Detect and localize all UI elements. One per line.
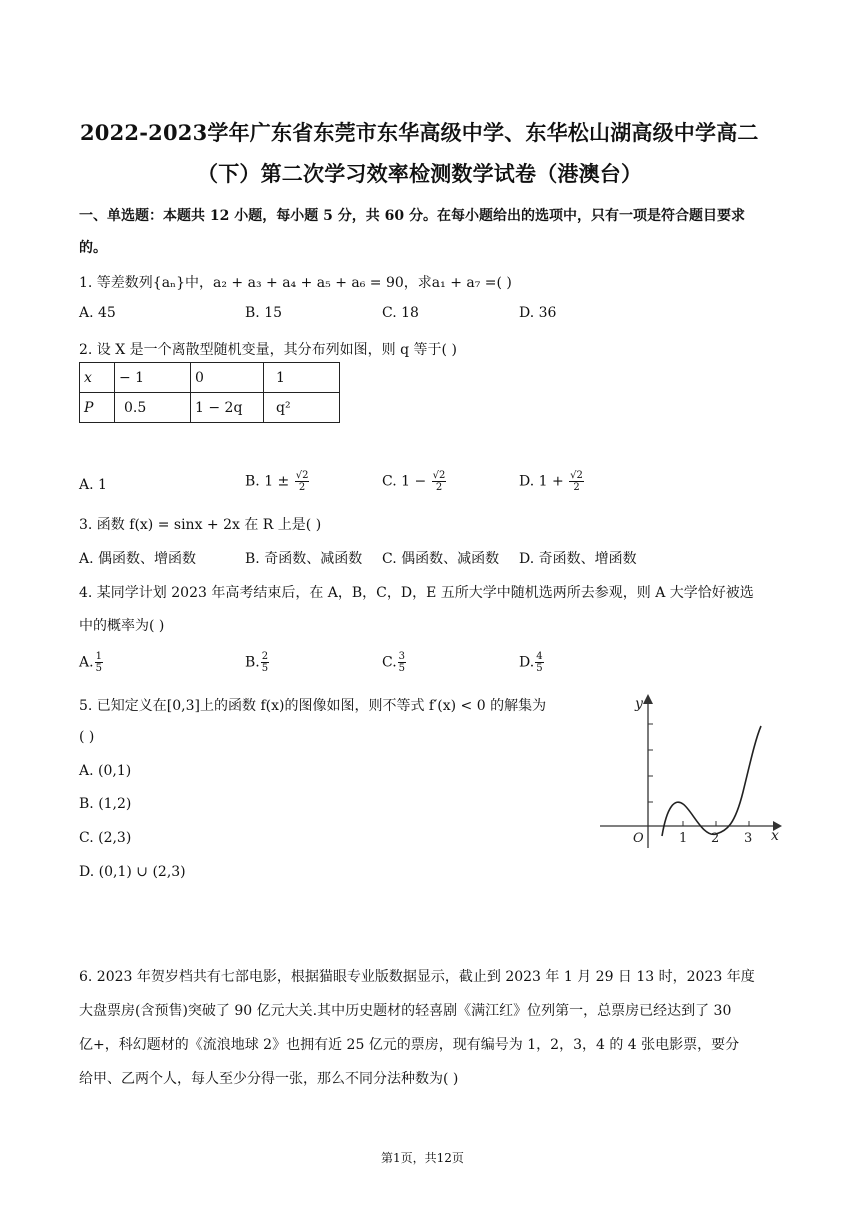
x-tick-label: 3 bbox=[744, 831, 753, 846]
q6-stem-line3: 亿+，科幻题材的《流浪地球 2》也拥有近 25 亿元的票房，现有编号为 1，2，3，4 的 4 张电影票，要分 bbox=[79, 1037, 740, 1053]
function-curve bbox=[662, 726, 761, 836]
fraction bbox=[95, 651, 103, 674]
fraction bbox=[432, 470, 447, 493]
option-prefix: A. bbox=[79, 654, 94, 671]
q4-stem-line1: 4. 某同学计划 2023 年高考结束后，在 A，B，C，D，E 五所大学中随机选两所去参观，则 A 大学恰好被选 bbox=[79, 585, 754, 601]
fraction-denominator: 5 bbox=[398, 663, 406, 674]
x-axis-label: x bbox=[771, 828, 779, 844]
table-cell: − 1 bbox=[115, 363, 191, 393]
q2-option-c bbox=[382, 470, 447, 493]
table-cell: 0.5 bbox=[115, 393, 191, 423]
q2-stem: 2. 设 X 是一个离散型随机变量，其分布列如图，则 q 等于( ) bbox=[79, 342, 457, 358]
fraction-numerator: 3 bbox=[398, 651, 406, 662]
q6-stem-line1: 6. 2023 年贺岁档共有七部电影，根据猫眼专业版数据显示，截止到 2023 年 1 月 29 日 13 时，2023 年度 bbox=[79, 969, 755, 985]
fraction-denominator: 5 bbox=[95, 663, 102, 674]
q3-option-d: D. 奇函数、增函数 bbox=[519, 551, 637, 567]
function-graph bbox=[595, 688, 785, 853]
option-prefix: D. bbox=[519, 654, 535, 671]
q2-option-a: A. 1 bbox=[79, 477, 107, 493]
q3-option-c: C. 偶函数、减函数 bbox=[382, 551, 500, 567]
table-cell: 1 bbox=[264, 363, 340, 393]
fraction-numerator: √2 bbox=[295, 470, 309, 481]
page-footer: 第1页，共12页 bbox=[381, 1151, 464, 1165]
section-heading-line1: 一、单选题：本题共 12 小题，每小题 5 分，共 60 分。在每小题给出的选项中，只有一项是符合题目要求 bbox=[79, 208, 745, 224]
q4-option-a bbox=[79, 651, 104, 674]
fraction bbox=[535, 651, 543, 674]
q4-stem-line2: 中的概率为( ) bbox=[79, 618, 165, 634]
q5-stem-line2: ( ) bbox=[79, 729, 95, 745]
fraction bbox=[569, 470, 584, 493]
table-row bbox=[80, 393, 340, 423]
q3-stem: 3. 函数 f(x) = sinx + 2x 在 R 上是( ) bbox=[79, 517, 322, 533]
q5-option-b: B. (1,2) bbox=[79, 796, 132, 812]
option-prefix: B. bbox=[245, 654, 260, 671]
page-title-line2: （下）第二次学习效率检测数学试卷（港澳台） bbox=[197, 161, 643, 186]
distribution-table bbox=[79, 362, 340, 423]
table-cell: 1 − 2q bbox=[191, 393, 264, 423]
q4-option-d bbox=[519, 651, 545, 674]
x-tick-label: 1 bbox=[679, 831, 688, 846]
section-heading-line2: 的。 bbox=[79, 240, 107, 256]
option-prefix: C. bbox=[382, 654, 397, 671]
table-cell: 0 bbox=[191, 363, 264, 393]
fraction-numerator: 2 bbox=[261, 651, 269, 662]
q1-option-b: B. 15 bbox=[245, 305, 283, 321]
q2-option-b bbox=[245, 470, 310, 493]
q6-stem-line2: 大盘票房(含预售)突破了 90 亿元大关.其中历史题材的轻喜剧《满江红》位列第一，总票房已经达到了 30 bbox=[79, 1003, 732, 1019]
table-cell: q² bbox=[264, 393, 340, 423]
q1-option-d: D. 36 bbox=[519, 305, 557, 321]
q2-option-c-prefix: C. 1 − bbox=[382, 473, 427, 490]
fraction-denominator: 2 bbox=[298, 482, 306, 493]
q3-option-a: A. 偶函数、增函数 bbox=[79, 551, 197, 567]
q5-stem-line1: 5. 已知定义在[0,3]上的函数 f(x)的图像如图，则不等式 f′(x) < 0 的解集为 bbox=[79, 698, 547, 714]
q1-stem: 1. 等差数列{aₙ}中，a₂ + a₃ + a₄ + a₅ + a₆ = 90，求a₁ + a₇ =( ) bbox=[79, 275, 512, 291]
q5-option-d: D. (0,1) ∪ (2,3) bbox=[79, 864, 186, 880]
q2-option-d bbox=[519, 470, 585, 493]
fraction-numerator: 4 bbox=[536, 651, 543, 662]
fraction-denominator: 2 bbox=[435, 482, 443, 493]
fraction-numerator: √2 bbox=[432, 470, 446, 481]
fraction-numerator: 1 bbox=[95, 651, 102, 662]
q4-option-b bbox=[245, 651, 270, 674]
y-axis-label: y bbox=[635, 696, 643, 712]
q1-option-c: C. 18 bbox=[382, 305, 419, 321]
page-title-line1: 2022-2023学年广东省东莞市东华高级中学、东华松山湖高级中学高二 bbox=[80, 120, 759, 145]
q5-option-a: A. (0,1) bbox=[79, 763, 132, 779]
fraction bbox=[295, 470, 310, 493]
q5-option-c: C. (2,3) bbox=[79, 830, 132, 846]
q4-option-c bbox=[382, 651, 407, 674]
fraction-denominator: 2 bbox=[573, 482, 580, 493]
fraction bbox=[398, 651, 406, 674]
q6-stem-line4: 给甲、乙两个人，每人至少分得一张，那么不同分法种数为( ) bbox=[79, 1071, 459, 1087]
fraction-denominator: 5 bbox=[261, 663, 269, 674]
table-cell: x bbox=[80, 363, 115, 393]
origin-label: O bbox=[633, 831, 644, 846]
table-cell: P bbox=[80, 393, 115, 423]
fraction-denominator: 5 bbox=[536, 663, 543, 674]
fraction bbox=[261, 651, 269, 674]
fraction-numerator: √2 bbox=[570, 470, 583, 481]
q2-option-d-prefix: D. 1 + bbox=[519, 473, 564, 490]
table-row bbox=[80, 363, 340, 393]
y-axis-arrow-icon bbox=[643, 694, 653, 704]
q3-option-b: B. 奇函数、减函数 bbox=[245, 551, 363, 567]
q1-option-a: A. 45 bbox=[79, 305, 116, 321]
x-tick-label: 2 bbox=[711, 831, 720, 846]
q2-option-b-prefix: B. 1 ± bbox=[245, 473, 290, 490]
